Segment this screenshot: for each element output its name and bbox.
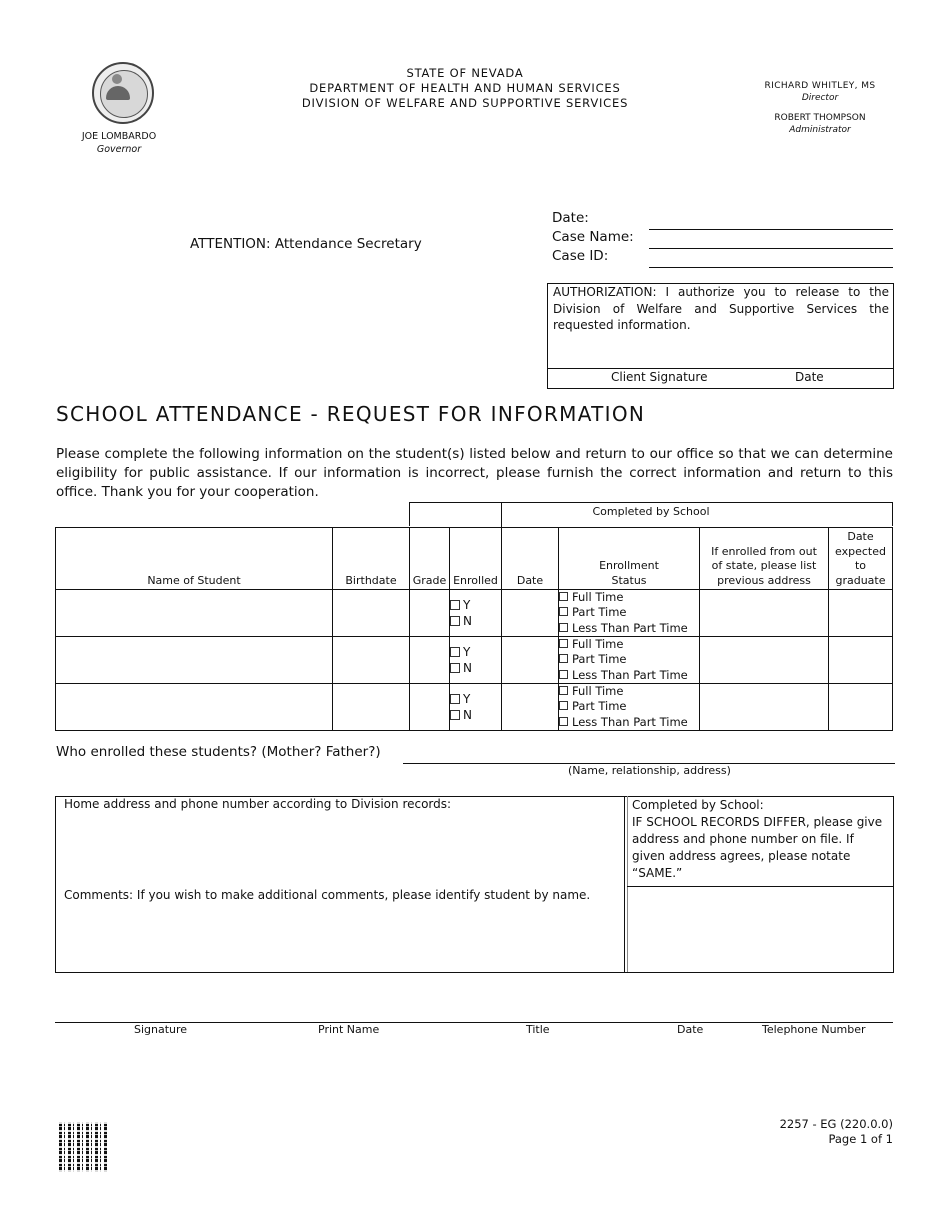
- status-label: Part Time: [572, 699, 627, 714]
- status-full-time-option[interactable]: [559, 590, 699, 605]
- graduation-date-cell[interactable]: [829, 590, 893, 637]
- col-grad-line4: graduate: [835, 573, 886, 587]
- who-enrolled-hint: (Name, relationship, address): [568, 764, 731, 777]
- col-prev-line1: If enrolled from out: [711, 544, 817, 558]
- status-full-time-option[interactable]: [559, 637, 699, 652]
- grade-cell[interactable]: [410, 590, 450, 637]
- status-part-time-option[interactable]: [559, 652, 699, 667]
- date-label-bottom: Date: [677, 1023, 704, 1036]
- checkbox-icon[interactable]: [559, 607, 568, 616]
- director-title: Director: [801, 93, 839, 103]
- col-status-line2: Status: [611, 573, 647, 587]
- governor-block: [60, 131, 178, 156]
- client-signature-line[interactable]: [547, 368, 893, 369]
- state-seal-icon: [92, 62, 154, 124]
- date-cell[interactable]: [502, 637, 559, 684]
- birthdate-cell[interactable]: [333, 684, 410, 731]
- yes-label: Y: [463, 598, 471, 612]
- form-number: 2257 - EG (220.0.0): [779, 1117, 893, 1131]
- date-label: Date:: [552, 210, 589, 226]
- col-graduation-date: [829, 528, 893, 590]
- intro-paragraph: Please complete the following information on the student(s) listed below and return to our office so that we can determine eligibility for public assistance. If our information is incorrect, please furnish the correct information and return to this office. Thank you for your cooperation.: [56, 446, 893, 500]
- case-name-label: Case Name:: [552, 229, 634, 245]
- col-status-line1: Enrollment: [599, 559, 659, 572]
- col-grad-line1: Date: [847, 530, 874, 543]
- checkbox-icon[interactable]: [559, 639, 568, 648]
- administrator-title: Administrator: [789, 125, 851, 135]
- col-name: Name of Student: [56, 528, 333, 590]
- checkbox-icon[interactable]: [450, 694, 460, 704]
- enrolled-yes-option[interactable]: [450, 644, 501, 660]
- date-cell[interactable]: [502, 684, 559, 731]
- enrollment-status-cell: [559, 684, 700, 731]
- status-label: Full Time: [572, 590, 624, 605]
- student-name-cell[interactable]: [56, 590, 333, 637]
- col-enrollment-status: [559, 528, 700, 590]
- no-label: N: [463, 661, 472, 675]
- checkbox-icon[interactable]: [559, 686, 568, 695]
- previous-address-cell[interactable]: [700, 590, 829, 637]
- enrollment-status-cell: [559, 590, 700, 637]
- no-label: N: [463, 708, 472, 722]
- enrolled-cell: [450, 590, 502, 637]
- grade-cell[interactable]: [410, 684, 450, 731]
- title-label: Title: [526, 1023, 550, 1036]
- col-prev-line2: of state, please list: [711, 559, 817, 572]
- department-name: DEPARTMENT OF HEALTH AND HUMAN SERVICES: [309, 81, 621, 95]
- state-name: STATE OF NEVADA: [406, 66, 524, 80]
- checkbox-icon[interactable]: [559, 592, 568, 601]
- officials-block: [745, 80, 895, 136]
- previous-address-cell[interactable]: [700, 637, 829, 684]
- authorization-text: AUTHORIZATION: I authorize you to release to the Division of Welfare and Supportive Services the requested information.: [553, 285, 889, 332]
- status-less-than-part-time-option[interactable]: [559, 621, 699, 636]
- box-divider-right: [627, 796, 628, 972]
- enrolled-no-option[interactable]: [450, 707, 501, 723]
- agency-header: [280, 66, 650, 111]
- completed-by-school-header: [409, 502, 893, 526]
- enrolled-cell: [450, 637, 502, 684]
- page-number: Page 1 of 1: [828, 1132, 893, 1146]
- status-less-than-part-time-option[interactable]: [559, 668, 699, 683]
- completed-by-school-label: Completed by School: [592, 505, 710, 518]
- who-enrolled-question: Who enrolled these students? (Mother? Father?): [56, 744, 381, 760]
- header-divider: [501, 502, 502, 527]
- student-table: [55, 527, 893, 731]
- enrolled-cell: [450, 684, 502, 731]
- attention-line: ATTENTION: Attendance Secretary: [190, 236, 422, 252]
- col-grad-line2: expected: [835, 544, 886, 558]
- checkbox-icon[interactable]: [450, 600, 460, 610]
- footer-block: [730, 1117, 893, 1147]
- status-less-than-part-time-option[interactable]: [559, 715, 699, 730]
- status-part-time-option[interactable]: [559, 605, 699, 620]
- enrolled-no-option[interactable]: [450, 660, 501, 676]
- enrollment-status-cell: [559, 637, 700, 684]
- client-signature-label: Client Signature: [611, 370, 708, 384]
- checkbox-icon[interactable]: [450, 710, 460, 720]
- authorization-date-label: Date: [795, 370, 824, 384]
- case-id-field[interactable]: [649, 267, 893, 268]
- birthdate-cell[interactable]: [333, 590, 410, 637]
- col-grade: Grade: [410, 528, 450, 590]
- comments-label: Comments: If you wish to make additional comments, please identify student by name.: [64, 888, 591, 902]
- table-header-row: [56, 528, 893, 590]
- previous-address-cell[interactable]: [700, 684, 829, 731]
- status-label: Less Than Part Time: [572, 620, 688, 635]
- col-enrolled: Enrolled: [450, 528, 502, 590]
- no-label: N: [463, 614, 472, 628]
- governor-title: Governor: [96, 143, 142, 155]
- table-row: [56, 637, 893, 684]
- status-label: Part Time: [572, 605, 627, 620]
- box-divider-left: [624, 796, 625, 972]
- graduation-date-cell[interactable]: [829, 637, 893, 684]
- administrator-name: ROBERT THOMPSON: [774, 113, 866, 123]
- yes-label: Y: [463, 645, 471, 659]
- enrolled-no-option[interactable]: [450, 613, 501, 629]
- status-label: Full Time: [572, 684, 624, 699]
- status-label: Less Than Part Time: [572, 714, 688, 729]
- enrolled-yes-option[interactable]: [450, 691, 501, 707]
- student-name-cell[interactable]: [56, 684, 333, 731]
- print-name-label: Print Name: [318, 1023, 380, 1036]
- school-instructions: IF SCHOOL RECORDS DIFFER, please give address and phone number on file. If given address agrees, please notate “SAME.”: [632, 815, 883, 880]
- checkbox-icon[interactable]: [559, 623, 568, 632]
- checkbox-icon[interactable]: [559, 654, 568, 663]
- status-part-time-option[interactable]: [559, 699, 699, 714]
- checkbox-icon[interactable]: [450, 616, 460, 626]
- col-date: Date: [502, 528, 559, 590]
- checkbox-icon[interactable]: [559, 701, 568, 710]
- barcode-overlay: [59, 1122, 109, 1172]
- col-previous-address: [700, 528, 829, 590]
- date-cell[interactable]: [502, 590, 559, 637]
- school-instructions-block: [632, 797, 890, 882]
- col-birthdate: Birthdate: [333, 528, 410, 590]
- yes-label: Y: [463, 692, 471, 706]
- status-label: Full Time: [572, 637, 624, 652]
- table-row: [56, 684, 893, 731]
- governor-name: JOE LOMBARDO: [81, 131, 157, 142]
- grade-cell[interactable]: [410, 637, 450, 684]
- date-field[interactable]: [649, 229, 893, 230]
- status-label: Less Than Part Time: [572, 667, 688, 682]
- enrolled-yes-option[interactable]: [450, 597, 501, 613]
- form-title: SCHOOL ATTENDANCE - REQUEST FOR INFORMATION: [56, 402, 646, 426]
- case-name-field[interactable]: [649, 248, 893, 249]
- school-completed-title: Completed by School:: [632, 798, 764, 812]
- col-prev-line3: previous address: [717, 573, 811, 587]
- student-name-cell[interactable]: [56, 637, 333, 684]
- birthdate-cell[interactable]: [333, 637, 410, 684]
- checkbox-icon[interactable]: [450, 647, 460, 657]
- col-grad-line3: to: [854, 559, 867, 572]
- graduation-date-cell[interactable]: [829, 684, 893, 731]
- division-name: DIVISION OF WELFARE AND SUPPORTIVE SERVICES: [301, 96, 629, 110]
- school-box-divider: [627, 886, 893, 887]
- status-full-time-option[interactable]: [559, 684, 699, 699]
- table-row: [56, 590, 893, 637]
- telephone-label: Telephone Number: [762, 1023, 866, 1036]
- checkbox-icon[interactable]: [450, 663, 460, 673]
- director-name: RICHARD WHITLEY, MS: [764, 81, 876, 91]
- status-label: Part Time: [572, 652, 627, 667]
- home-address-label: Home address and phone number according to Division records:: [64, 797, 452, 811]
- checkbox-icon[interactable]: [559, 717, 568, 726]
- case-id-label: Case ID:: [552, 248, 609, 264]
- signature-label: Signature: [134, 1023, 188, 1036]
- checkbox-icon[interactable]: [559, 670, 568, 679]
